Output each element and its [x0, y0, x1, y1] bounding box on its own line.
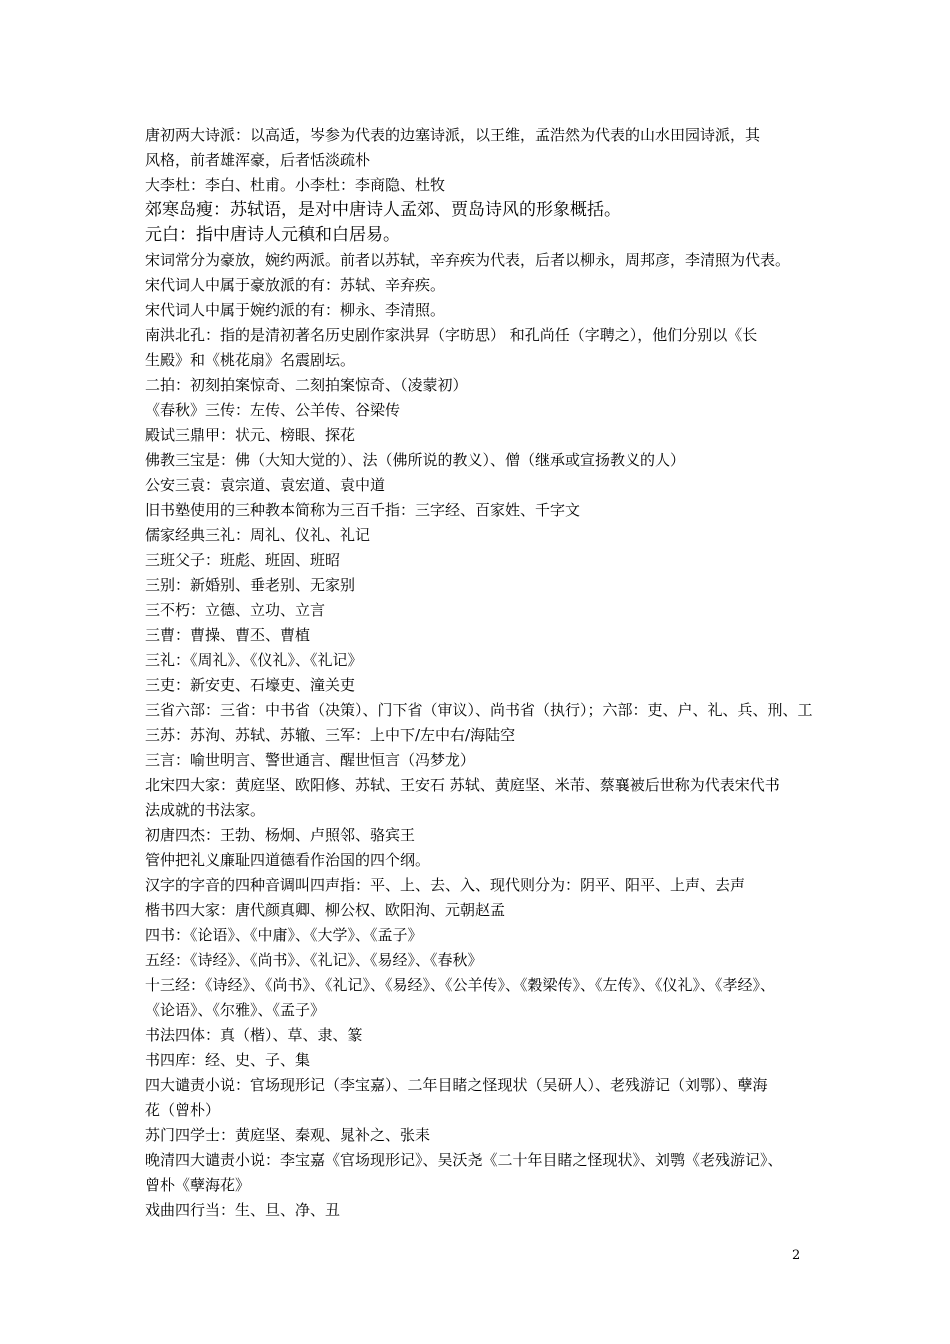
text-line: 苏门四学士：黄庭坚、秦观、晁补之、张耒 — [145, 1126, 431, 1144]
text-line: 书法四体：真（楷）、草、隶、篆 — [145, 1026, 363, 1044]
text-line: 管仲把礼义廉耻四道德看作治国的四个纲。 — [145, 851, 431, 869]
text-line: 三苏：苏洵、苏轼、苏辙、三军：上中下/左中右/海陆空 — [145, 726, 516, 744]
text-line: 四书：《论语》、《中庸》、《大学》、《孟子》 — [145, 926, 423, 944]
text-line: 大李杜：李白、杜甫。小李杜：李商隐、杜牧 — [145, 176, 446, 194]
text-line: 郊寒岛瘦：苏轼语，是对中唐诗人孟郊、贾岛诗风的形象概括。 — [145, 200, 621, 220]
text-line: 二拍：初刻拍案惊奇、二刻拍案惊奇、（凌蒙初） — [145, 376, 468, 394]
text-line: 《论语》、《尔雅》、《孟子》 — [145, 1001, 326, 1019]
text-line: 五经：《诗经》、《尚书》、《礼记》、《易经》、《春秋》 — [145, 951, 483, 969]
text-line: 生殿》和《桃花扇》名震剧坛。 — [145, 351, 356, 369]
text-line: 三礼：《周礼》、《仪礼》、《礼记》 — [145, 651, 363, 669]
text-line: 戏曲四行当：生、旦、净、丑 — [145, 1201, 341, 1219]
text-line: 三班父子：班彪、班固、班昭 — [145, 551, 341, 569]
text-line: 三言：喻世明言、警世通言、醒世恒言（冯梦龙） — [145, 751, 476, 769]
text-line: 四大谴责小说：官场现形记（李宝嘉）、二年目睹之怪现状（吴研人）、老残游记（刘鄂）、孽海 — [145, 1076, 768, 1094]
text-line: 旧书塾使用的三种教本简称为三百千指：三字经、百家姓、千字文 — [145, 501, 581, 519]
text-line: 宋代词人中属于豪放派的有：苏轼、辛弃疾。 — [145, 276, 446, 294]
text-line: 南洪北孔：指的是清初著名历史剧作家洪昇（字昉思） 和孔尚任（字聘之），他们分别以《长 — [145, 326, 758, 344]
text-line: 十三经：《诗经》、《尚书》、《礼记》、《易经》、《公羊传》、《穀梁传》、《左传》、《仪礼》、《孝经》、 — [145, 976, 776, 994]
text-line: 晚清四大谴责小说：李宝嘉《官场现形记》、吴沃尧《二十年目睹之怪现状》、刘鹗《老残游记》、 — [145, 1151, 783, 1169]
text-line: 儒家经典三礼：周礼、仪礼、礼记 — [145, 526, 371, 544]
text-line: 唐初两大诗派：以高适，岑参为代表的边塞诗派，以王维，孟浩然为代表的山水田园诗派，其 — [145, 126, 761, 144]
page-body — [145, 123, 825, 1223]
text-line: 北宋四大家：黄庭坚、欧阳修、苏轼、王安石 苏轼、黄庭坚、米芾、蔡襄被后世称为代表宋代书 — [145, 776, 780, 794]
text-line: 宋代词人中属于婉约派的有：柳永、李清照。 — [145, 301, 446, 319]
text-line: 三曹：曹操、曹丕、曹植 — [145, 626, 311, 644]
text-line: 元白：指中唐诗人元稹和白居易。 — [145, 225, 400, 245]
text-line: 风格，前者雄浑豪，后者恬淡疏朴 — [145, 151, 371, 169]
text-line: 三别：新婚别、垂老别、无家别 — [145, 576, 356, 594]
text-line: 公安三袁：袁宗道、袁宏道、袁中道 — [145, 476, 386, 494]
text-line: 三不朽：立德、立功、立言 — [145, 601, 326, 619]
text-line: 三省六部：三省：中书省（决策）、门下省（审议）、尚书省（执行）；六部：吏、户、礼、兵、刑、工 — [145, 701, 813, 719]
text-line: 曾朴《孽海花》 — [145, 1176, 251, 1194]
text-line: 法成就的书法家。 — [145, 801, 266, 819]
text-line: 花（曾朴） — [145, 1101, 221, 1119]
text-line: 初唐四杰：王勃、杨炯、卢照邻、骆宾王 — [145, 826, 416, 844]
text-line: 宋词常分为豪放，婉约两派。前者以苏轼，辛弃疾为代表，后者以柳永，周邦彦，李清照为代表。 — [145, 251, 791, 269]
text-line: 佛教三宝是：佛（大知大觉的）、法（佛所说的教义）、僧（继承或宣扬教义的人） — [145, 451, 686, 469]
text-line: 楷书四大家：唐代颜真卿、柳公权、欧阳洵、元朝赵孟 — [145, 901, 506, 919]
text-line: 三吏：新安吏、石壕吏、潼关吏 — [145, 676, 356, 694]
text-line: 《春秋》三传：左传、公羊传、谷梁传 — [145, 401, 401, 419]
text-line: 书四库：经、史、子、集 — [145, 1051, 311, 1069]
text-line: 汉字的字音的四种音调叫四声指：平、上、去、入、现代则分为：阴平、阳平、上声、去声 — [145, 876, 746, 894]
page-number: 2 — [792, 1248, 801, 1263]
text-line: 殿试三鼎甲：状元、榜眼、探花 — [145, 426, 356, 444]
